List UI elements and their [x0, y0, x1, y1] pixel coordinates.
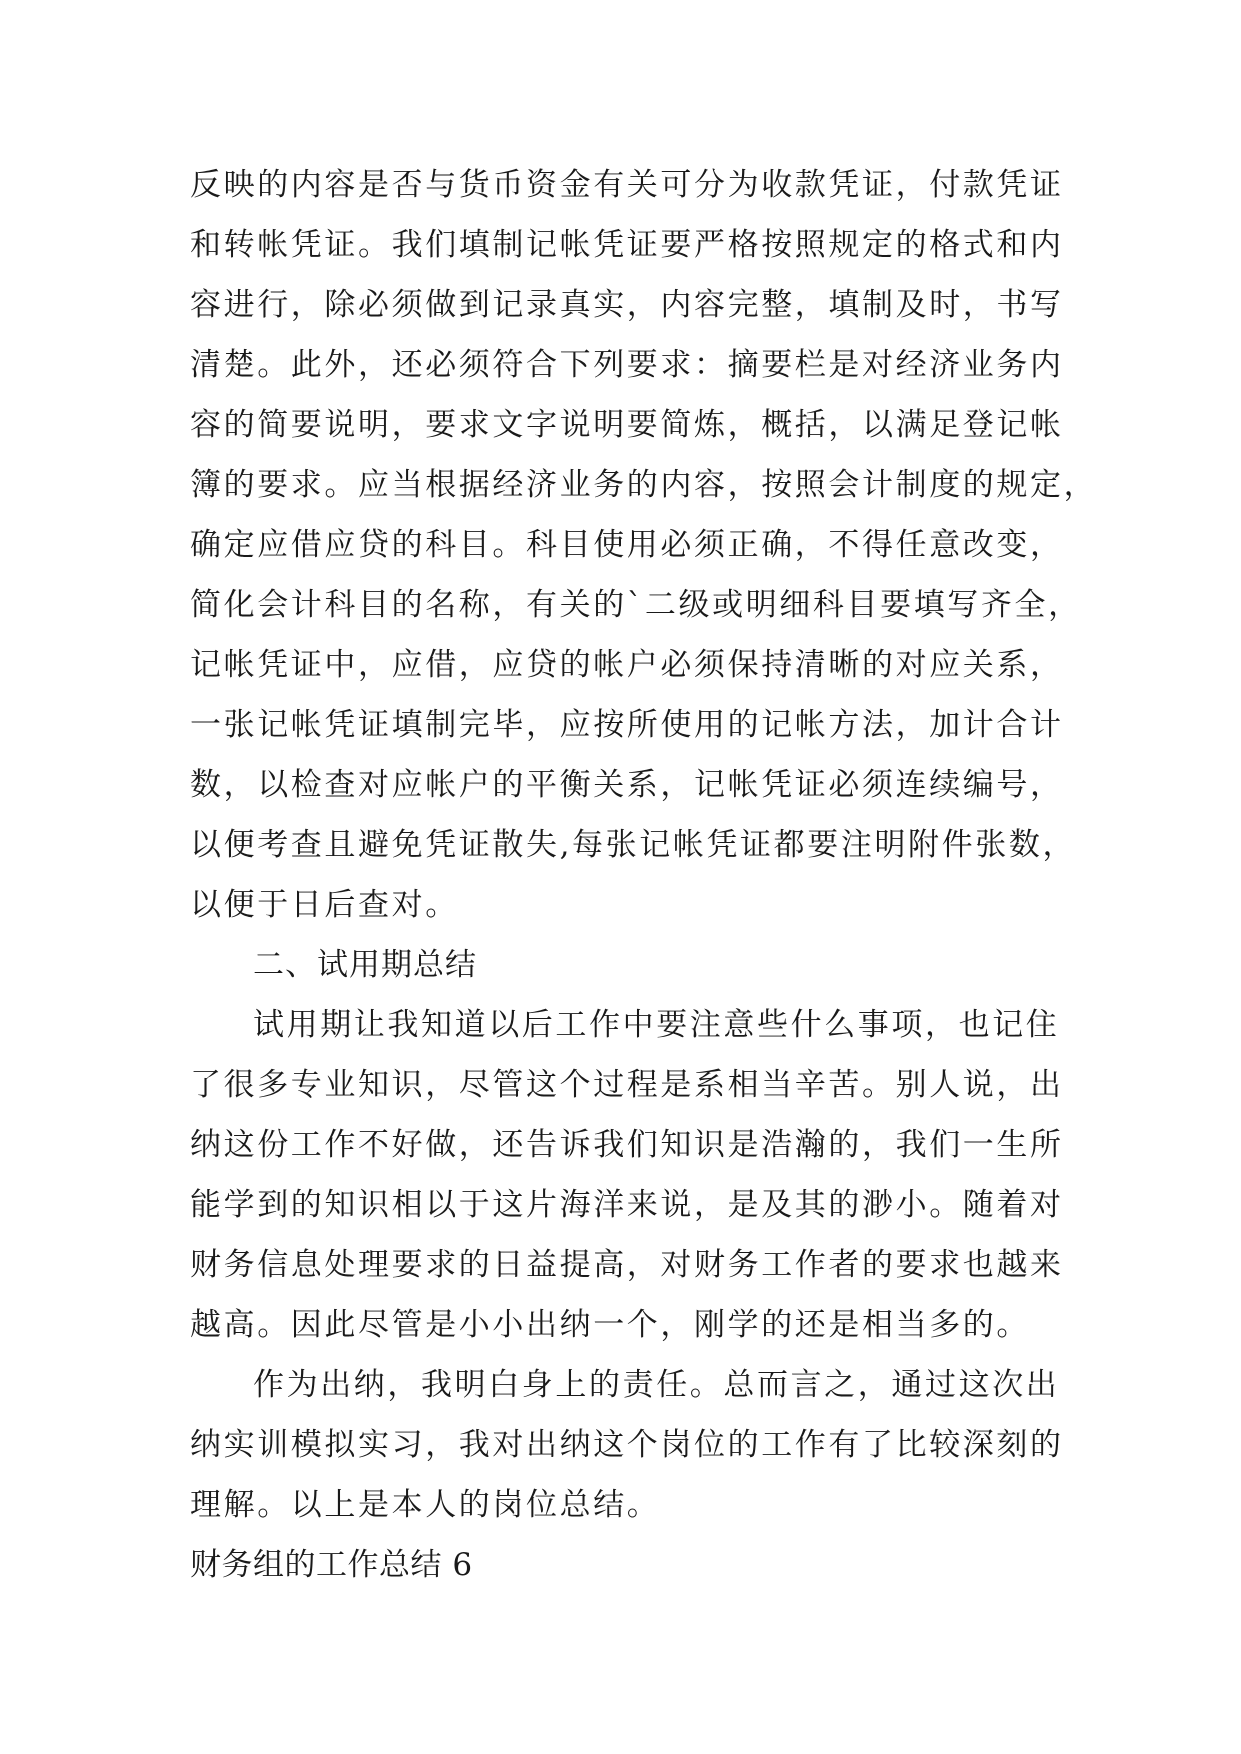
heading-probation-summary: 二、试用期总结 [253, 947, 477, 983]
text-line: 以便考查且避免凭证散失,每张记帐凭证都要注明附件张数， [190, 827, 1077, 863]
text-line: 记帐凭证中，应借，应贷的帐户必须保持清晰的对应关系， [190, 647, 1064, 683]
text-line: 理解。以上是本人的岗位总结。 [190, 1487, 661, 1523]
text-line: 纳实训模拟实习，我对出纳这个岗位的工作有了比较深刻的 [190, 1427, 1064, 1463]
text-line: 试用期让我知道以后工作中要注意些什么事项，也记住 [253, 1007, 1060, 1043]
text-line: 纳这份工作不好做，还告诉我们知识是浩瀚的，我们一生所 [190, 1127, 1064, 1163]
text-line: 一张记帐凭证填制完毕，应按所使用的记帐方法，加计合计 [190, 707, 1064, 743]
text-line: 越高。因此尽管是小小出纳一个，刚学的还是相当多的。 [190, 1307, 1030, 1343]
text-line: 简化会计科目的名称，有关的`二级或明细科目要填写齐全， [190, 587, 1082, 623]
text-line: 数，以检查对应帐户的平衡关系，记帐凭证必须连续编号， [190, 767, 1064, 803]
text-line: 能学到的知识相以于这片海洋来说，是及其的渺小。随着对 [190, 1187, 1064, 1223]
section-title: 财务组的工作总结 6 [190, 1547, 473, 1583]
text-line: 清楚。此外，还必须符合下列要求：摘要栏是对经济业务内 [190, 347, 1064, 383]
text-line: 财务信息处理要求的日益提高，对财务工作者的要求也越来 [190, 1247, 1064, 1283]
paragraph-voucher-requirements [190, 155, 1098, 935]
text-line: 容进行，除必须做到记录真实，内容完整，填制及时，书写 [190, 287, 1064, 323]
text-line: 了很多专业知识，尽管这个过程是系相当辛苦。别人说，出 [190, 1067, 1064, 1103]
text-line: 确定应借应贷的科目。科目使用必须正确，不得任意改变， [190, 527, 1064, 563]
document-page [190, 155, 1098, 1595]
text-line: 和转帐凭证。我们填制记帐凭证要严格按照规定的格式和内 [190, 227, 1064, 263]
paragraph-probation [190, 995, 1070, 1355]
text-line: 簿的要求。应当根据经济业务的内容，按照会计制度的规定， [190, 467, 1098, 503]
text-line: 以便于日后查对。 [190, 887, 459, 923]
text-line: 容的简要说明，要求文字说明要简炼，概括，以满足登记帐 [190, 407, 1064, 443]
text-line: 作为出纳，我明白身上的责任。总而言之，通过这次出 [253, 1367, 1060, 1403]
text-line: 反映的内容是否与货币资金有关可分为收款凭证，付款凭证 [190, 167, 1064, 203]
paragraph-conclusion [190, 1355, 1070, 1535]
